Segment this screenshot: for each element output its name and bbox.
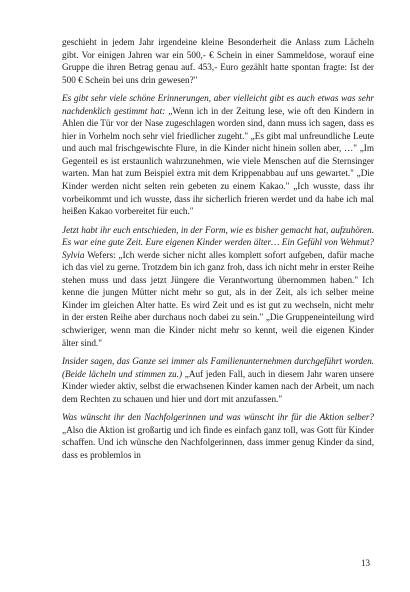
paragraph-5	[62, 411, 374, 461]
question-text: Was wünscht ihr den Nachfolgerinnen und was wünscht ihr für die Aktion selber?	[62, 412, 374, 423]
question-text: Jetzt habt ihr euch entschieden, in der Form, wie es bisher gemacht hat, aufzuhören. Es war eine gute Zeit. Eure eigenen Kinder werden älter… Ein Gefühl von Wehmut? Sylvia	[62, 224, 374, 260]
paragraph-2	[62, 92, 374, 217]
paragraph-3	[62, 224, 374, 349]
answer-text: geschieht in jedem Jahr irgendeine kleine Besonderheit die Anlass zum Lächeln gibt. Vor einigen Jahren war ein 500,- € Schein in einer Sammeldose, worauf eine Gruppe die ihren Betrag genau auf. 453,- Euro gezählt hatte spontan fragte: Ist der 500 € Schein bei uns drin gewesen?"	[62, 37, 374, 85]
answer-text: Wefers: „Ich werde sicher nicht alles komplett sofort aufgeben, dafür mache ich das viel zu gerne. Trotzdem bin ich ganz froh, dass ich nicht mehr in erster Reihe stehen muss und dass jetzt Jüngere die Verantwortung übernommen haben." Ich kenne die jungen Mütter nicht mehr so gut, als in der Zeit, als ich selber meine Kinder im gleichen Alter hatte. Es wird Zeit und es ist gut zu wechseln, nicht mehr in der ersten Reihe aber durchaus noch dabei zu sein." „Die Gruppeneinteilung wird schwieriger, wenn man die Kinder nicht mehr so kennt, weil die eigenen Kinder älter sind."	[62, 249, 374, 348]
answer-text: „Wenn ich in der Zeitung lese, wie oft den Kindern in Ahlen die Tür vor der Nase zugeschlagen worden sind, dann muss ich sagen, dass es hier in Vorhelm noch sehr viel friedlicher zugeht." „Es gibt mal unfreundliche Leute und auch mal frischgewischte Flure, in die Kinder nicht hinein sollen aber, …" „Im Gegenteil es ist erstaunlich wahrzunehmen, wie viele Menschen auf die Sternsinger warten. Man hat zum Beispiel extra mit dem Krippenabbau auf uns gewartet." „Die Kinder werden nicht selten rein gebeten zu einem Kakao." „Ich wusste, dass ihr vorbeikommt und ich wusste, dass ihr sicherlich frieren werdet und da habe ich mal heißen Kakao vorbereitet für euch."	[62, 105, 374, 217]
question-text: Es gibt sehr viele schöne Erinnerungen, aber vielleicht gibt es auch etwas was sehr nachdenklich gestimmt hat:	[62, 93, 374, 116]
page-number: 13	[361, 558, 370, 568]
paragraph-1	[62, 36, 374, 86]
answer-text: „Auf jeden Fall, auch in diesem Jahr waren unsere Kinder wieder aktiv, selbst die erwachsenen Kinder kamen nach der Arbeit, um nach dem Rechten zu schauen und hier und dort mit anzufassen."	[62, 368, 374, 404]
body-text	[62, 36, 374, 468]
question-text: Insider sagen, das Ganze sei immer als Familienunternehmen durchgeführt worden. (Beide lächeln und stimmen zu.)	[62, 356, 374, 379]
paragraph-4	[62, 355, 374, 405]
answer-text: „Also die Aktion ist großartig und ich finde es einfach ganz toll, was Gott für Kinder schaffen. Und ich wünsche den Nachfolgerinnen, dass immer genug Kinder da sind, dass es problemlos in	[62, 424, 374, 460]
